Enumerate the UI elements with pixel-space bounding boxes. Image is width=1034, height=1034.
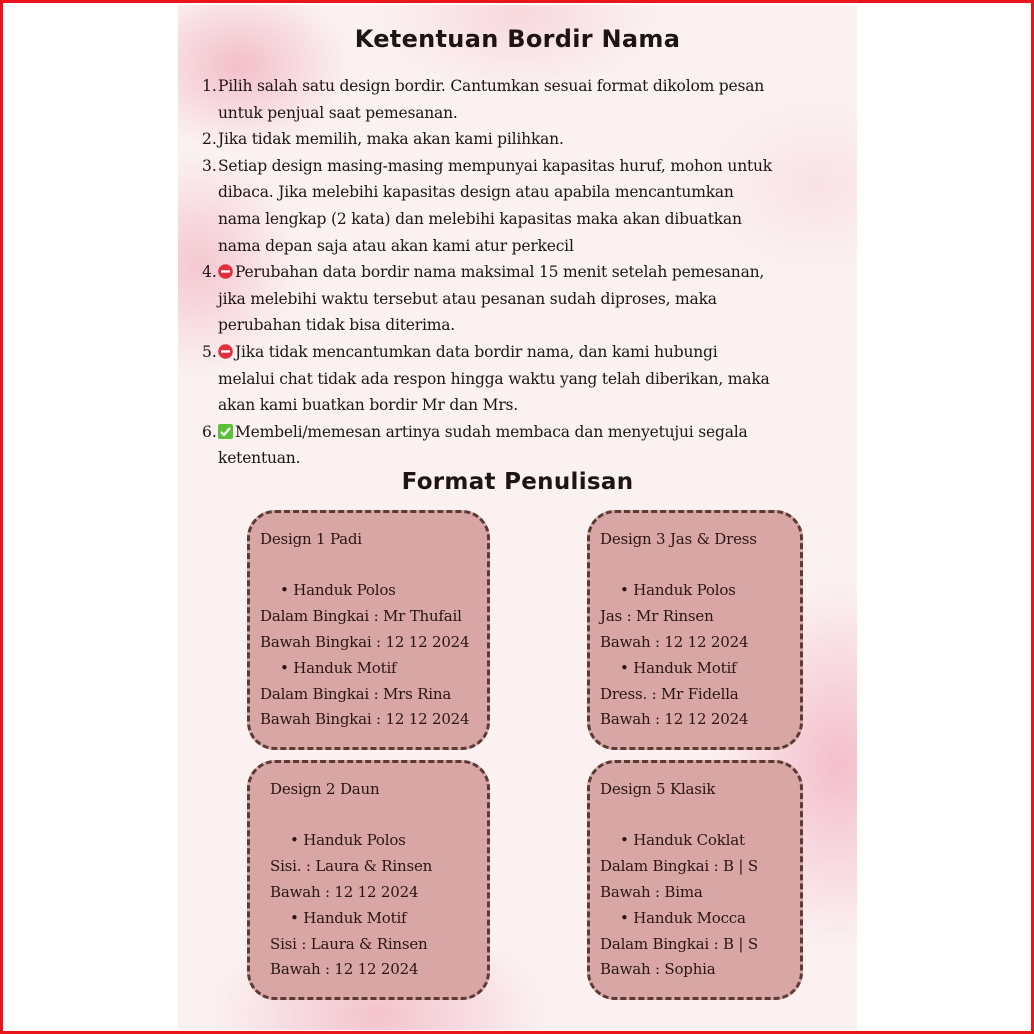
rule-line bbox=[218, 289, 717, 309]
towel-type-item: • Handuk Coklat bbox=[620, 831, 745, 849]
rule-line bbox=[218, 422, 748, 442]
rule-line bbox=[218, 342, 718, 362]
rule-text: Perubahan data bordir nama maksimal 15 menit setelah pemesanan, bbox=[235, 263, 765, 282]
rule-text: Jika tidak memilih, maka akan kami pilihkan. bbox=[218, 130, 564, 149]
embroidery-detail: Dalam Bingkai : Mrs Rina bbox=[260, 685, 452, 703]
rule-line bbox=[218, 448, 300, 468]
design-card-title: Design 3 Jas & Dress bbox=[600, 530, 757, 548]
towel-type-item: • Handuk Motif bbox=[280, 659, 397, 677]
page-title: Ketentuan Bordir Nama bbox=[354, 25, 681, 53]
poster bbox=[178, 5, 857, 1030]
embroidery-detail: Sisi. : Laura & Rinsen bbox=[270, 857, 433, 875]
rule-line bbox=[218, 262, 764, 282]
embroidery-detail: Bawah Bingkai : 12 12 2024 bbox=[260, 710, 470, 728]
design-card bbox=[247, 510, 490, 750]
format-title: Format Penulisan bbox=[401, 469, 634, 495]
rule-text: untuk penjual saat pemesanan. bbox=[218, 103, 458, 122]
rule-text: akan kami buatkan bordir Mr dan Mrs. bbox=[218, 396, 519, 415]
design-card bbox=[247, 760, 490, 1000]
towel-type-item: • Handuk Polos bbox=[290, 831, 406, 849]
rule-number: 3. bbox=[202, 156, 217, 175]
check-mark-icon bbox=[218, 424, 233, 439]
embroidery-detail: Bawah : 12 12 2024 bbox=[600, 633, 749, 651]
rule-line bbox=[218, 209, 742, 229]
embroidery-detail: Sisi : Laura & Rinsen bbox=[270, 935, 428, 953]
towel-type-item: • Handuk Motif bbox=[620, 659, 737, 677]
design-card-title: Design 5 Klasik bbox=[600, 780, 716, 798]
embroidery-detail: Dalam Bingkai : B | S bbox=[600, 857, 758, 875]
rule-text: Jika tidak mencantumkan data bordir nama, dan kami hubungi bbox=[235, 343, 718, 361]
design-card-title: Design 2 Daun bbox=[270, 780, 380, 798]
rule-number: 4. bbox=[202, 263, 217, 282]
rule-text: perubahan tidak bisa diterima. bbox=[218, 316, 455, 335]
no-entry-icon bbox=[218, 264, 233, 279]
rule-line bbox=[218, 315, 455, 335]
embroidery-detail: Dalam Bingkai : B | S bbox=[600, 935, 758, 953]
rule-text: nama lengkap (2 kata) dan melebihi kapasitas maka akan dibuatkan bbox=[218, 210, 742, 228]
embroidery-detail: Bawah : Sophia bbox=[600, 960, 716, 978]
embroidery-detail: Bawah : 12 12 2024 bbox=[270, 883, 419, 901]
rule-text: dibaca. Jika melebihi kapasitas design atau apabila mencantumkan bbox=[218, 183, 734, 202]
rule-text: Membeli/memesan artinya sudah membaca dan menyetujui segala bbox=[235, 422, 748, 441]
embroidery-detail: Dress. : Mr Fidella bbox=[600, 685, 739, 703]
embroidery-detail: Bawah Bingkai : 12 12 2024 bbox=[260, 633, 470, 651]
embroidery-detail: Dalam Bingkai : Mr Thufail bbox=[260, 607, 462, 625]
towel-type-item: • Handuk Polos bbox=[280, 581, 396, 599]
design-card-title: Design 1 Padi bbox=[260, 530, 362, 548]
rule-line bbox=[218, 156, 772, 176]
rule-line bbox=[218, 76, 764, 96]
rule-text: jika melebihi waktu tersebut atau pesanan sudah diproses, maka bbox=[218, 289, 717, 308]
no-entry-icon bbox=[218, 344, 233, 359]
towel-type-item: • Handuk Polos bbox=[620, 581, 736, 599]
embroidery-detail: Bawah : 12 12 2024 bbox=[600, 710, 749, 728]
design-card bbox=[587, 760, 803, 1000]
rule-line bbox=[218, 129, 564, 149]
rule-line bbox=[218, 395, 518, 415]
rule-text: ketentuan. bbox=[218, 449, 301, 468]
embroidery-detail: Jas : Mr Rinsen bbox=[600, 607, 714, 625]
rule-text: Pilih salah satu design bordir. Cantumkan sesuai format dikolom pesan bbox=[218, 77, 765, 95]
embroidery-detail: Bawah : Bima bbox=[600, 883, 703, 901]
embroidery-detail: Bawah : 12 12 2024 bbox=[270, 960, 419, 978]
towel-type-item: • Handuk Mocca bbox=[620, 909, 746, 927]
rule-number: 6. bbox=[202, 422, 217, 441]
rule-number: 2. bbox=[202, 130, 217, 149]
rule-line bbox=[218, 182, 734, 202]
rule-text: Setiap design masing-masing mempunyai kapasitas huruf, mohon untuk bbox=[218, 156, 772, 175]
design-card bbox=[587, 510, 803, 750]
rule-number: 5. bbox=[202, 343, 217, 361]
rule-number: 1. bbox=[202, 77, 217, 95]
rule-text: nama depan saja atau akan kami atur perkecil bbox=[218, 236, 574, 255]
rule-line bbox=[218, 369, 770, 389]
rule-line bbox=[218, 236, 574, 256]
towel-type-item: • Handuk Motif bbox=[290, 909, 407, 927]
rule-line bbox=[218, 103, 458, 123]
rule-text: melalui chat tidak ada respon hingga waktu yang telah diberikan, maka bbox=[218, 369, 770, 388]
